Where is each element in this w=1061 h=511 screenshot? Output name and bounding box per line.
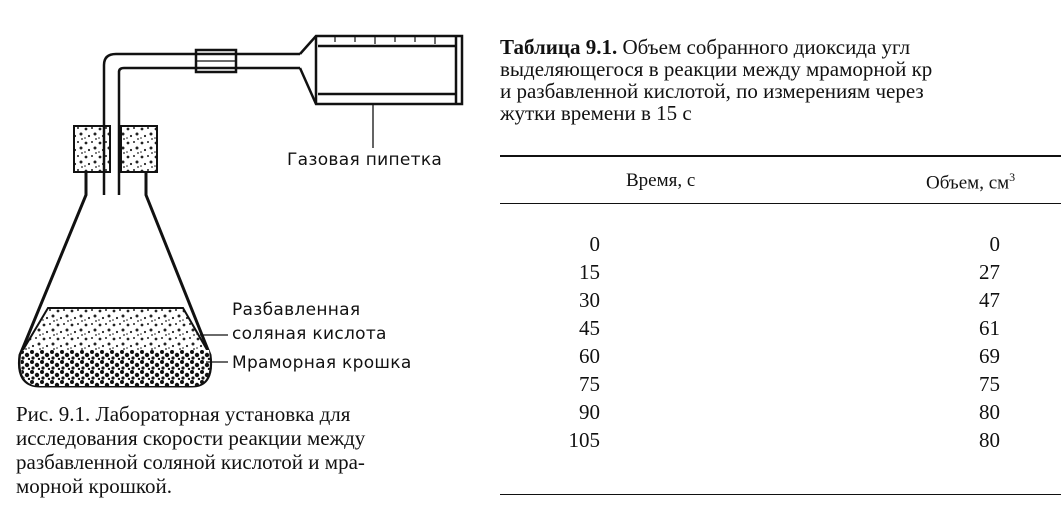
table-row <box>500 344 1061 372</box>
gas-syringe-icon <box>300 36 462 104</box>
cell-volume: 47 <box>979 288 1000 312</box>
cell-volume: 75 <box>979 372 1000 396</box>
figure-caption-line: Рис. 9.1. Лабораторная установка для <box>16 402 351 426</box>
cell-volume: 80 <box>979 400 1000 424</box>
table-row <box>500 372 1061 400</box>
figure-caption-line: морной крошкой. <box>16 474 173 498</box>
table-row <box>500 288 1061 316</box>
cell-time: 90 <box>579 400 600 424</box>
label-marble-chips: Мраморная крошка <box>232 353 412 373</box>
table-header-rule <box>500 203 1061 204</box>
cell-time: 60 <box>579 344 600 368</box>
marble-chips <box>21 350 210 386</box>
cell-volume: 61 <box>979 316 1000 340</box>
cell-volume: 69 <box>979 344 1000 368</box>
table-top-rule <box>500 155 1061 157</box>
figure-caption-line: разбавленной соляной кислотой и мра- <box>16 450 365 474</box>
table-caption-line: Объем собранного диоксида угл <box>622 35 911 59</box>
cell-time: 105 <box>568 428 600 452</box>
cell-volume: 27 <box>979 260 1000 284</box>
column-header-time: Время, с <box>626 170 696 191</box>
figure-caption-line: исследования скорости реакции между <box>16 426 366 450</box>
figure-caption <box>16 402 476 498</box>
lab-apparatus-figure <box>0 0 490 511</box>
cell-volume: 0 <box>989 232 1000 256</box>
column-header-volume <box>926 170 1015 194</box>
label-dilute-acid-line1: Разбавленная <box>232 300 361 320</box>
table-row <box>500 316 1061 344</box>
cell-time: 45 <box>579 316 600 340</box>
table-caption-label: Таблица 9.1. <box>500 35 618 59</box>
table-row <box>500 400 1061 428</box>
column-header-volume-sup: 3 <box>1009 170 1016 184</box>
cell-time: 75 <box>579 372 600 396</box>
table-bottom-rule <box>500 494 1061 495</box>
cell-volume: 80 <box>979 428 1000 452</box>
table-row <box>500 232 1061 260</box>
cell-time: 15 <box>579 260 600 284</box>
label-dilute-acid-line2: соляная кислота <box>232 324 387 344</box>
delivery-tube <box>104 54 300 195</box>
data-table-block <box>500 0 1061 511</box>
table-caption-line: и разбавленной кислотой, по измерениям через <box>500 79 924 103</box>
cell-time: 0 <box>589 232 600 256</box>
cell-time: 30 <box>579 288 600 312</box>
stopper <box>74 126 157 172</box>
column-header-volume-text: Объем, см <box>926 172 1010 194</box>
table-body <box>500 232 1061 456</box>
table-row <box>500 428 1061 456</box>
table-caption <box>500 36 1061 124</box>
table-row <box>500 260 1061 288</box>
label-gas-pipette: Газовая пипетка <box>287 150 443 170</box>
table-caption-line: выделяющегося в реакции между мраморной кр <box>500 57 933 81</box>
table-caption-line: жутки времени в 15 с <box>500 101 692 125</box>
